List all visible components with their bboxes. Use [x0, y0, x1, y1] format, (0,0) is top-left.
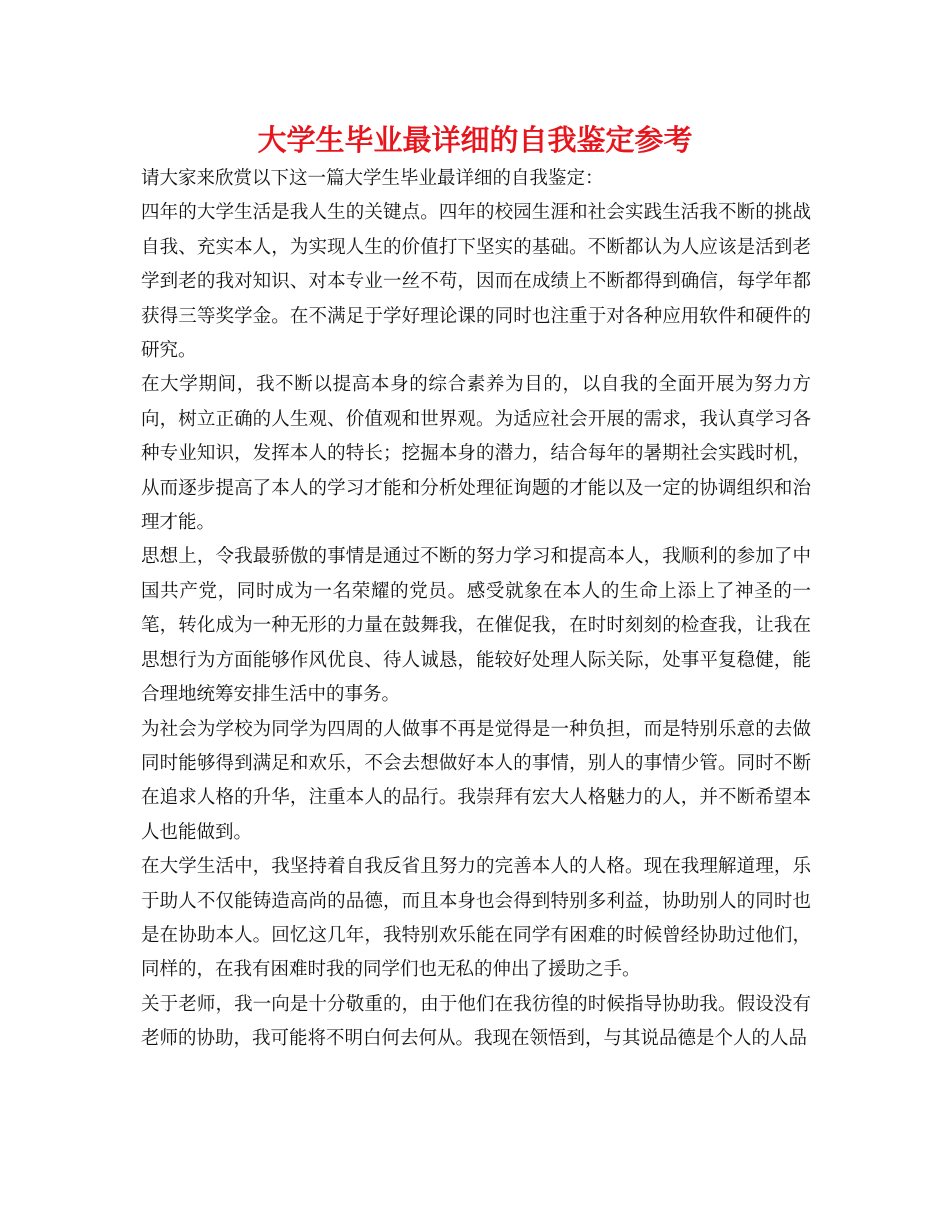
body-paragraph: 四年的大学生活是我人生的关键点。四年的校园生涯和社会实践生活我不断的挑战自我、充实本人，为实现人生的价值打下坚实的基础。不断都认为人应该是活到老学到老的我对知识、对本专业一丝不苟，因而在成绩上不断都得到确信，每学年都获得三等奖学金。在不满足于学好理论课的同时也注重于对各种应用软件和硬件的研究。: [141, 202, 811, 362]
document-title: 大学生毕业最详细的自我鉴定参考: [257, 123, 693, 157]
document-body: [141, 162, 811, 1057]
body-paragraph: 关于老师，我一向是十分敬重的，由于他们在我彷徨的时候指导协助我。假设没有老师的协助，我可能将不明白何去何从。我现在领悟到，与其说品德是个人的人品: [141, 993, 811, 1050]
body-paragraph: 思想上，令我最骄傲的事情是通过不断的努力学习和提高本人，我顺利的参加了中国共产党，同时成为一名荣耀的党员。感受就象在本人的生命上添上了神圣的一笔，转化成为一种无形的力量在鼓舞我，在催促我，在时时刻刻的检查我，让我在思想行为方面能够作风优良、待人诚恳，能较好处理人际关际，处事平复稳健，能合理地统筹安排生活中的事务。: [141, 546, 811, 706]
intro-paragraph: 请大家来欣赏以下这一篇大学生毕业最详细的自我鉴定：: [141, 168, 604, 189]
body-paragraph: 在大学期间，我不断以提高本身的综合素养为目的，以自我的全面开展为努力方向，树立正确的人生观、价值观和世界观。为适应社会开展的需求，我认真学习各种专业知识，发挥本人的特长；挖掘本身的潜力，结合每年的暑期社会实践时机，从而逐步提高了本人的学习才能和分析处理征询题的才能以及一定的协调组织和治理才能。: [141, 374, 811, 534]
body-paragraph: 为社会为学校为同学为四周的人做事不再是觉得是一种负担，而是特别乐意的去做同时能够得到满足和欢乐，不会去想做好本人的事情，别人的事情少管。同时不断在追求人格的升华，注重本人的品行。我崇拜有宏大人格魅力的人，并不断希望本人也能做到。: [141, 718, 811, 843]
body-paragraph: 在大学生活中，我坚持着自我反省且努力的完善本人的人格。现在我理解道理，乐于助人不仅能铸造高尚的品德，而且本身也会得到特别多利益，协助别人的同时也是在协助本人。回忆这几年，我特别欢乐能在同学有困难的时候曾经协助过他们，同样的，在我有困难时我的同学们也无私的伸出了援助之手。: [141, 856, 811, 981]
